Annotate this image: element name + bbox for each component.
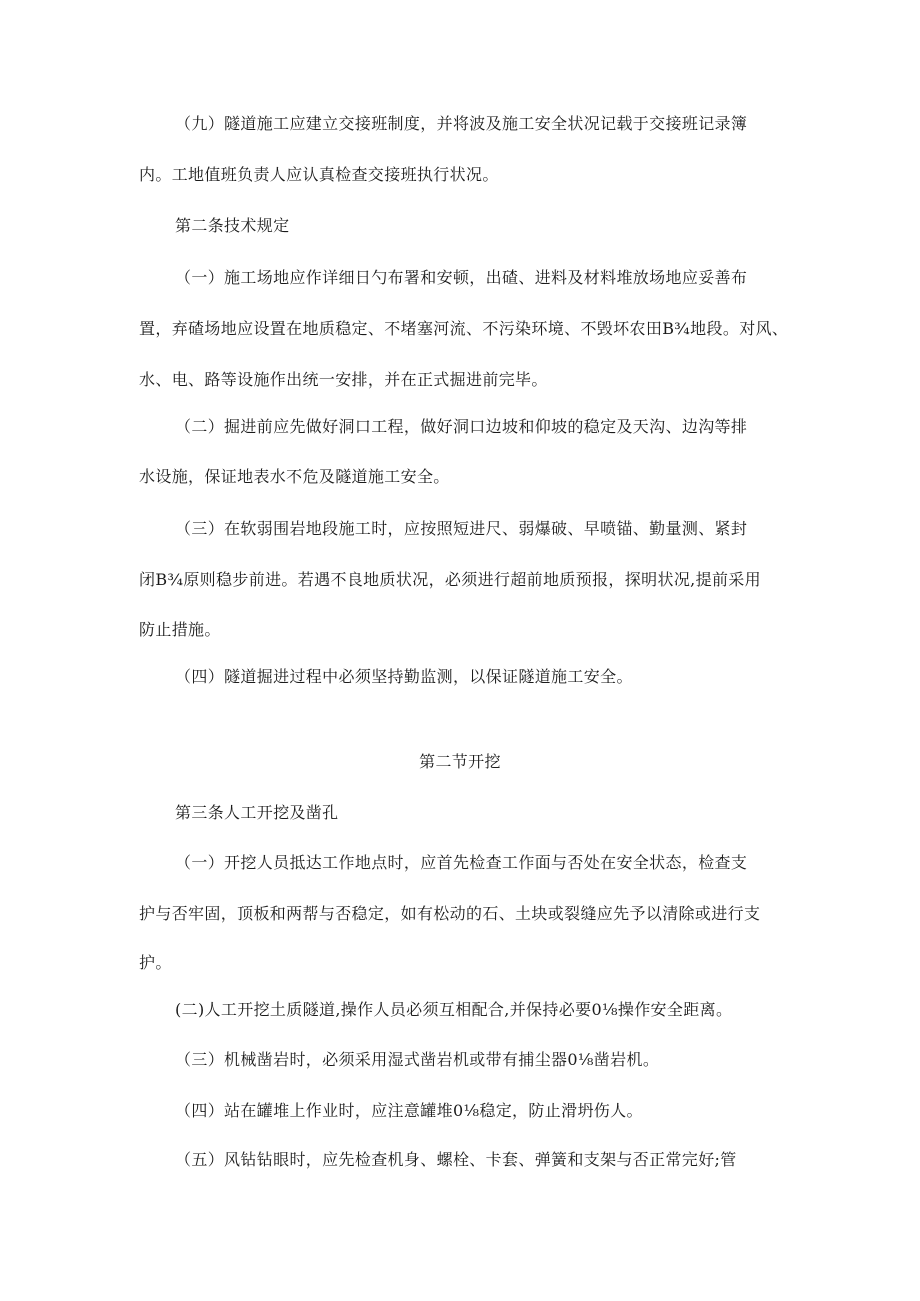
item-1-line-3: 护。: [139, 953, 172, 972]
paragraph-2-line-2: 水设施，保证地表水不危及隧道施工安全。: [139, 467, 450, 486]
article-2-heading: 第二条技术规定: [175, 216, 290, 235]
paragraph-2-line-1: （二）掘进前应先做好洞口工程，做好洞口边坡和仰坡的稳定及天沟、边沟等排: [175, 417, 748, 436]
item-1-line-1: （一）开挖人员抵达工作地点时，应首先检查工作面与否处在安全状态，检查支: [175, 853, 748, 872]
paragraph-3-line-3: 防止措施。: [139, 620, 221, 639]
paragraph-9-line-2: 内。工地值班负责人应认真检查交接班执行状况。: [139, 165, 499, 184]
item-4-line-1: （四）站在罐堆上作业时，应注意罐堆0⅛稳定，防止滑坍伤人。: [175, 1101, 643, 1120]
item-1-line-2: 护与否牢固，顶板和两帮与否稳定，如有松动的石、土块或裂缝应先予以清除或进行支: [139, 904, 761, 923]
paragraph-1-line-3: 水、电、路等设施作出统一安排，并在正式掘进前完毕。: [139, 370, 548, 389]
paragraph-1-line-1: （一）施工场地应作详细日勺布署和安顿，出碴、进料及材料堆放场地应妥善布: [175, 268, 748, 287]
item-3-line-1: （三）机械凿岩时，必须采用湿式凿岩机或带有捕尘器0⅛凿岩机。: [175, 1050, 660, 1069]
paragraph-3-line-2: 闭B¾原则稳步前进。若遇不良地质状况，必须进行超前地质预报，探明状况,提前采用: [139, 570, 762, 589]
paragraph-9-line-1: （九）隧道施工应建立交接班制度，并将波及施工安全状况记载于交接班记录簿: [175, 114, 748, 133]
paragraph-3-line-1: （三）在软弱围岩地段施工时，应按照短进尺、弱爆破、早喷锚、勤量测、紧封: [175, 519, 748, 538]
section-2-heading: 第二节开挖: [419, 752, 501, 771]
paragraph-4-line-1: （四）隧道掘进过程中必须坚持勤监测，以保证隧道施工安全。: [175, 667, 633, 686]
paragraph-1-line-2: 置，弃碴场地应设置在地质稳定、不堵塞河流、不污染环境、不毁坏农田B¾地段。对风、: [139, 319, 789, 338]
article-3-heading: 第三条人工开挖及凿孔: [175, 803, 339, 822]
item-5-line-1: （五）风钻钻眼时，应先检查机身、螺栓、卡套、弹簧和支架与否正常完好;管: [175, 1150, 737, 1169]
item-2-line-1: (二)人工开挖土质隧道,操作人员必须互相配合,并保持必要0⅛操作安全距离。: [175, 1000, 733, 1019]
